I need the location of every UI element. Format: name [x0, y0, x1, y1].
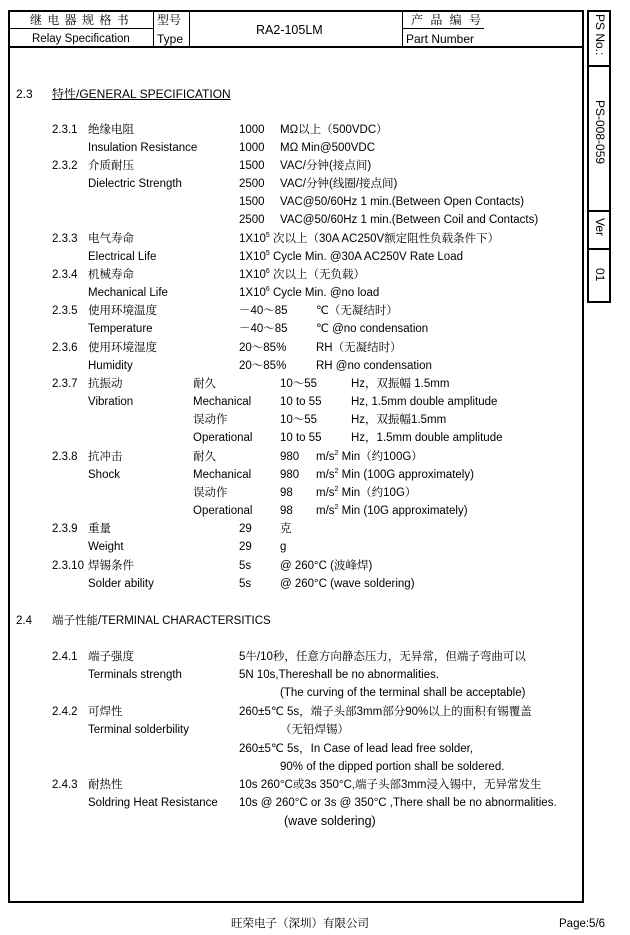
item-desc: 克 — [280, 523, 292, 535]
item-desc: RH @no condensation — [316, 360, 432, 372]
item-label-en: Soldring Heat Resistance — [88, 797, 218, 809]
header-title-cn: 继 电 器 规 格 书 — [30, 13, 130, 27]
condition-label: Mechanical — [193, 396, 252, 408]
item-desc: ℃（无凝结时） — [316, 305, 398, 317]
condition-label: 耐久 — [193, 451, 216, 463]
item-desc: VAC@50/60Hz 1 min.(Between Open Contacts) — [280, 196, 525, 208]
item-desc: $m/s^2$ Min (10G approximately) — [316, 504, 468, 517]
item-value: 1500 — [239, 160, 265, 172]
item-value: 1000 — [239, 124, 265, 136]
item-desc: Hz, 1.5mm double amplitude — [351, 396, 498, 408]
item-value: 29 — [239, 523, 252, 535]
item-value: $1X10^6$ Cycle Min. @no load — [239, 286, 380, 299]
header-divider — [189, 10, 190, 48]
item-number: 2.4.1 — [52, 651, 78, 663]
item-desc: MΩ Min@500VDC — [280, 142, 376, 154]
item-number: 2.3.7 — [52, 378, 78, 390]
item-label-en: Insulation Resistance — [88, 142, 198, 154]
item-value: $1X10^6$ 次以上（无负载） — [239, 268, 365, 281]
item-value: 10 to 55 — [280, 432, 322, 444]
item-desc: $m/s^2$ Min（约100G） — [316, 450, 423, 463]
header-title-en: Relay Specification — [32, 33, 130, 45]
item-label-en: Terminal solderbility — [88, 724, 189, 736]
item-label-cn: 电气寿命 — [88, 233, 134, 245]
item-label-en: Humidity — [88, 360, 133, 372]
item-value: 980 — [280, 469, 300, 481]
header-divider — [402, 28, 484, 29]
item-value: 29 — [239, 541, 252, 553]
item-label-cn: 介质耐压 — [88, 160, 134, 172]
item-label-en: Terminals strength — [88, 669, 182, 681]
ps-value: PS-008-059 — [593, 100, 607, 165]
item-value: 980 — [280, 451, 300, 463]
item-number: 2.3.6 — [52, 342, 78, 354]
item-label-cn: 重量 — [88, 523, 111, 535]
section-title: 端子性能/TERMINAL CHARACTERSITICS — [52, 615, 271, 627]
item-value: $1X10^5$ 次以上（30A AC250V额定阻性负载条件下） — [239, 232, 500, 245]
item-label-cn: 焊锡条件 — [88, 560, 134, 572]
item-desc: 10s @ 260°C or 3s @ 350°C ,There shall be no abnormalities. — [239, 797, 557, 809]
item-label-en: Mechanical Life — [88, 287, 168, 299]
item-number: 2.3.2 — [52, 160, 78, 172]
item-desc: VAC/分钟(接点间) — [280, 160, 372, 172]
header-type-en: Type — [157, 32, 184, 46]
item-value: 20～85% — [239, 342, 287, 354]
section-number: 2.3 — [16, 87, 33, 101]
header-part-en: Part Number — [406, 32, 475, 46]
item-number: 2.4.2 — [52, 706, 78, 718]
item-label-cn: 耐热性 — [88, 779, 123, 791]
item-value: 98 — [280, 487, 293, 499]
item-desc: Hz，1.5mm double amplitude — [351, 432, 503, 444]
item-value: 1000 — [239, 142, 265, 154]
item-label-cn: 使用环境温度 — [88, 305, 157, 317]
item-value: 10～55 — [280, 414, 318, 426]
condition-label: Mechanical — [193, 469, 252, 481]
item-desc: 5牛/10秒，任意方向静态压力，无异常，但端子弯曲可以 — [239, 651, 526, 663]
item-label-cn: 绝缘电阻 — [88, 124, 134, 136]
item-desc: VAC/分钟(线圈/接点间) — [280, 178, 398, 190]
item-label-cn: 端子强度 — [88, 651, 134, 663]
item-desc: (The curving of the terminal shall be acceptable) — [280, 687, 526, 699]
ver-value: 01 — [593, 268, 607, 282]
item-number: 2.3.3 — [52, 233, 78, 245]
item-value: 5s — [239, 560, 252, 572]
item-label-cn: 使用环境湿度 — [88, 342, 157, 354]
item-label-cn: 抗振动 — [88, 378, 123, 390]
section-title: 特性/GENERAL SPECIFICATION — [52, 87, 231, 101]
item-desc: @ 260°C (wave soldering) — [280, 578, 415, 590]
ver-label: Ver — [593, 218, 607, 237]
item-value: －40～85 — [239, 323, 288, 335]
item-label-en: Vibration — [88, 396, 134, 408]
condition-label: Operational — [193, 505, 253, 517]
condition-label: 耐久 — [193, 378, 216, 390]
item-desc: MΩ以上（500VDC） — [280, 124, 388, 136]
item-label-en: Dielectric Strength — [88, 178, 182, 190]
item-desc: Hz，双振幅 1.5mm — [351, 378, 450, 390]
item-label-en: Temperature — [88, 323, 153, 335]
item-desc: $m/s^2$ Min（约10G） — [316, 486, 417, 499]
header-type-cn: 型号 — [157, 13, 182, 27]
item-label-cn: 机械寿命 — [88, 269, 134, 281]
item-desc: ℃ @no condensation — [316, 323, 429, 335]
item-value: 20～85% — [239, 360, 287, 372]
item-value: 2500 — [239, 214, 265, 226]
condition-label: 误动作 — [193, 487, 228, 499]
item-desc: （无铅焊锡） — [280, 724, 349, 736]
condition-label: 误动作 — [193, 414, 228, 426]
header-part-cn: 产 品 编 号 — [411, 13, 484, 27]
item-desc: RH（无凝结时） — [316, 342, 402, 354]
ps-label: PS No.: — [593, 14, 607, 56]
header-model: RA2-105LM — [256, 23, 323, 37]
item-label-cn: 可焊性 — [88, 706, 123, 718]
header-divider — [402, 10, 403, 48]
item-value: 1500 — [239, 196, 265, 208]
item-label-en: Solder ability — [88, 578, 154, 590]
item-label-en: Electrical Life — [88, 251, 157, 263]
item-value: 10 to 55 — [280, 396, 322, 408]
item-desc: 260±5℃ 5s，In Case of lead lead free solder, — [239, 743, 474, 755]
item-number: 2.3.1 — [52, 124, 78, 136]
item-value: 2500 — [239, 178, 265, 190]
item-desc: 5N 10s,Thereshall be no abnormalities. — [239, 669, 440, 681]
header-divider — [153, 10, 154, 48]
item-label-en: Weight — [88, 541, 124, 553]
item-desc: 10s 260°C或3s 350°C,端子头部3mm浸入锡中，无异常发生 — [239, 779, 542, 791]
header-divider — [8, 28, 154, 29]
footer-page: Page:5/6 — [559, 918, 606, 930]
condition-label: Operational — [193, 432, 253, 444]
item-desc: VAC@50/60Hz 1 min.(Between Coil and Contacts) — [280, 214, 539, 226]
item-number: 2.3.10 — [52, 560, 84, 572]
item-number: 2.3.4 — [52, 269, 78, 281]
item-value: －40～85 — [239, 305, 288, 317]
section-number: 2.4 — [16, 615, 32, 627]
item-value: 98 — [280, 505, 293, 517]
item-number: 2.3.9 — [52, 523, 78, 535]
item-desc: 90% of the dipped portion shall be soldered. — [280, 761, 505, 773]
item-label-en: Shock — [88, 469, 120, 481]
item-label-cn: 抗冲击 — [88, 451, 123, 463]
item-desc: g — [280, 541, 287, 553]
item-desc: @ 260°C (波峰焊) — [280, 560, 373, 572]
item-desc: Hz，双振幅1.5mm — [351, 414, 447, 426]
item-value: $1X10^5$ Cycle Min. @30A AC250V Rate Load — [239, 250, 463, 263]
footer-company: 旺荣电子（深圳）有限公司 — [231, 918, 369, 930]
item-number: 2.3.8 — [52, 451, 78, 463]
item-desc: (wave soldering) — [284, 814, 376, 828]
item-number: 2.3.5 — [52, 305, 78, 317]
item-number: 2.4.3 — [52, 779, 78, 791]
item-value: 10～55 — [280, 378, 318, 390]
item-value: 5s — [239, 578, 252, 590]
item-desc: 260±5℃ 5s，端子头部3mm部分90%以上的面积有锡覆盖 — [239, 706, 532, 718]
item-desc: $m/s^2$ Min (100G approximately) — [316, 468, 474, 481]
